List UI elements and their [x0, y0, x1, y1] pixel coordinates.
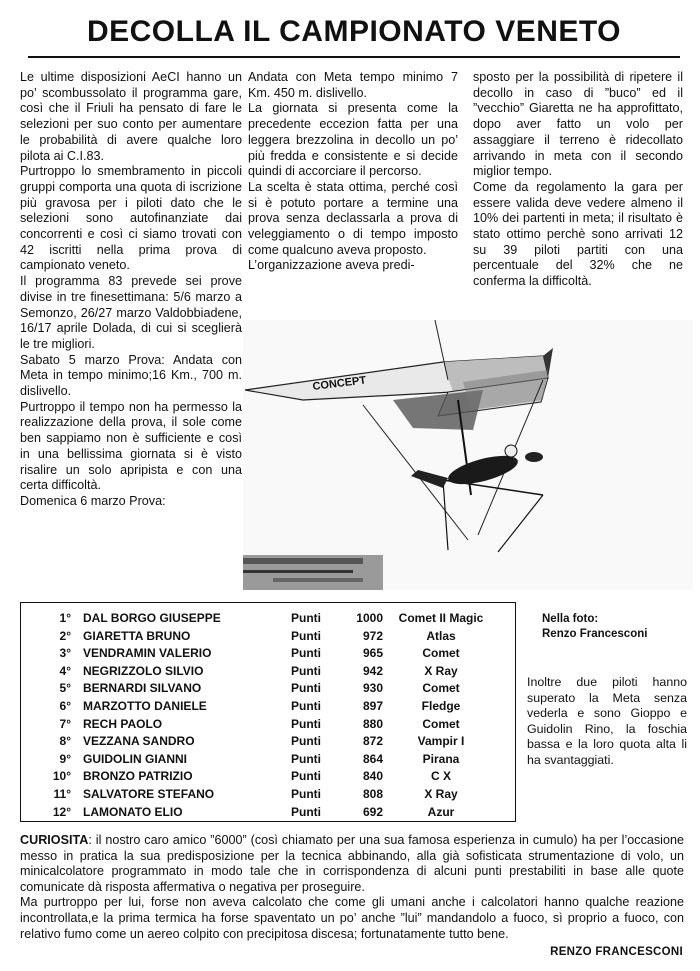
table-row [21, 680, 515, 698]
article-headline: DECOLLA IL CAMPIONATO VENETO [28, 6, 680, 58]
pilot-name: DAL BORGO GIUSEPPE [83, 611, 221, 625]
table-row [21, 786, 515, 804]
score: 930 [362, 681, 383, 696]
glider-model: Atlas [426, 628, 456, 643]
pilot-name: SALVATORE STEFANO [83, 786, 215, 801]
glider-model: Pirana [422, 751, 460, 766]
paragraph: Purtroppo il tempo non ha permesso la realizzazione della prova, il sole come ben sappiamo non è sufficiente e così in una bellissima giornata si è visto risalire un solo apripista e con una certa difficoltà. [20, 399, 242, 493]
glider-model: Comet [422, 681, 460, 696]
curiosity-text: Ma purtroppo per lui, forse non aveva calcolato che come gli umani anche i calcolatori hanno qualche reazione incontrollata,e la prima termica ha forse spaventato un po’ anche ”lui” mandandolo a fuoco, sì proprio a fuoco, con relativo fumo come un aereo colpito con precipitosa discesa; fortunatamente tutto bene. [20, 895, 684, 941]
points-label: Punti [291, 611, 321, 625]
glider-model: C X [430, 769, 451, 784]
score: 1000 [356, 611, 383, 625]
glider-model: X Ray [424, 786, 458, 801]
rank: 9° [59, 751, 71, 766]
author-signature: RENZO FRANCESCONI [550, 946, 683, 958]
paragraph: La giornata si presenta come la precedente eccezion fatta per una leggera brezzolina in decollo un po’ più fredda e consistente e si decide quindi di accorciare il percorso. [248, 101, 458, 179]
points-label: Punti [291, 734, 321, 749]
rank: 11° [53, 786, 71, 801]
caption-line: Nella foto: [542, 613, 599, 625]
glider-model: Comet II Magic [398, 611, 484, 625]
paragraph: sposto per la possibilità di ripetere il decollo in caso di ”buco” ed il ”vecchio” Giaretta ne ha approfittato, dopo aver fatto un volo per assaggiare il terreno è ridecollato arrivando in meta con il secondo miglior tempo. [473, 70, 683, 179]
rank: 1° [59, 611, 71, 625]
rank: 6° [59, 698, 71, 713]
paragraph: La scelta è stata ottima, perché così si è potuto portare a termine una prova senza declassarla a prova di veleggiamento o di tempo imposto come qualcuno aveva proposto. [248, 179, 458, 257]
glider-model: Comet [422, 646, 460, 661]
glider-model: Fledge [421, 698, 461, 713]
paragraph: Sabato 5 marzo Prova: Andata con Meta in tempo minimo;16 Km., 700 m. dislivello. [20, 352, 242, 399]
pilot-name: GUIDOLIN GIANNI [83, 751, 187, 766]
paragraph: Domenica 6 marzo Prova: [20, 493, 166, 508]
photo-caption [542, 612, 692, 642]
points-label: Punti [291, 663, 321, 678]
points-label: Punti [291, 698, 321, 713]
rank: 4° [59, 663, 71, 678]
table-row [21, 628, 515, 646]
rank: 10° [52, 769, 71, 784]
score: 872 [362, 734, 383, 749]
glider-model: X Ray [424, 663, 458, 678]
hang-glider-photo [243, 320, 693, 590]
points-label: Punti [291, 646, 321, 661]
glider-model: Comet [422, 716, 460, 731]
rank: 8° [59, 734, 71, 749]
score: 864 [362, 751, 383, 766]
pilot-name: VENDRAMIN VALERIO [83, 646, 212, 661]
table-row [21, 768, 515, 786]
glider-model: Vampir I [417, 734, 465, 749]
paragraph: Come da regolamento la gara per essere valida deve vedere almeno il 10% dei partenti in meta; il risultato è stato ottimo perchè sono arrivati 12 su 39 piloti partiti con una percentuale del 32% che ne conferma la difficoltà. [473, 179, 683, 289]
pilot-name: GIARETTA BRUNO [83, 628, 191, 643]
table-row [21, 698, 515, 716]
table-row [21, 610, 515, 628]
table-row [21, 733, 515, 751]
score: 972 [362, 628, 383, 643]
rank: 12° [52, 804, 71, 819]
side-note: Inoltre due piloti hanno superato la Meta senza vederla e sono Gioppo e Guidolin Rino, la foschia bassa e la loro quota alta li ha svantaggiati. [527, 675, 687, 767]
paragraph: L’organizzazione aveva predi- [248, 258, 415, 273]
rank: 7° [59, 716, 71, 731]
pilot-name: NEGRIZZOLO SILVIO [83, 663, 204, 678]
pilot-name: RECH PAOLO [83, 716, 163, 731]
article-column-3 [473, 70, 683, 340]
wing-lettering: CONCEPT [311, 374, 367, 393]
points-label: Punti [291, 681, 321, 696]
caption-line: Renzo Francesconi [542, 628, 648, 640]
glider-model: Azur [427, 804, 455, 819]
pilot-name: MARZOTTO DANIELE [83, 698, 207, 713]
curiosity-heading: CURIOSITA [20, 833, 89, 847]
paragraph: Andata con Meta tempo minimo 7 Km. 450 m. dislivello. [248, 70, 458, 100]
score: 880 [362, 716, 383, 731]
paragraph: Le ultime disposizioni AeCI hanno un po’ scombussolato il programma gare, così che il Friuli ha pensato di fare le selezioni per suo conto per aumentare le probabilità di avere qualche loro pilota ai C.I.83. [20, 70, 242, 163]
score: 840 [362, 769, 383, 784]
curiosity-box [20, 833, 684, 942]
pilot-name: VEZZANA SANDRO [83, 734, 195, 749]
pilot-name: BERNARDI SILVANO [83, 681, 202, 696]
score: 965 [362, 646, 383, 661]
points-label: Punti [291, 751, 321, 766]
score: 692 [362, 804, 383, 819]
points-label: Punti [291, 769, 321, 784]
table-row [21, 804, 515, 822]
article-column-1 [20, 70, 242, 590]
article-column-2 [248, 70, 458, 320]
paragraph: Purtroppo lo smembramento in piccoli gruppi comporta una quota di iscrizione più gravosa per i piloti dato che le selezioni sono autofinanziate dai concorrenti e così ci siamo trovati con 42 iscritti nella prima prova di campionato veneto. [20, 164, 242, 273]
points-label: Punti [291, 716, 321, 731]
table-row [21, 645, 515, 663]
score: 897 [362, 698, 383, 713]
rank: 3° [59, 646, 71, 661]
points-label: Punti [291, 786, 321, 801]
rank: 2° [59, 628, 71, 643]
pilot-name: BRONZO PATRIZIO [83, 769, 193, 784]
points-label: Punti [291, 804, 321, 819]
score: 808 [362, 786, 383, 801]
table-row [21, 716, 515, 734]
points-label: Punti [291, 628, 321, 643]
score: 942 [362, 663, 383, 678]
results-table [20, 602, 516, 822]
pilot-name: LAMONATO ELIO [83, 804, 183, 819]
rank: 5° [59, 681, 71, 696]
curiosity-text: : il nostro caro amico ”6000” (così chiamato per una sua famosa esperienza in cumulo) ha per l’occasione messo in pratica la sua predisposizione per la tecnica abbinando, alla già sofisticata strumentazione di volo, un minicalcolatore programmato in modo tale che in corrispondenza di alcuni punti prestabiliti in base alle quote comunicate dà risposta affermativa o negativa per proseguire. [20, 833, 684, 894]
table-row [21, 663, 515, 681]
paragraph: Il programma 83 prevede sei prove divise in tre finesettimana: 5/6 marzo a Semonzo, 26/27 marzo Valdobbiadene, 16/17 aprile Dolada, di cui si sceglierà le tre migliori. [20, 274, 242, 351]
table-row [21, 751, 515, 769]
